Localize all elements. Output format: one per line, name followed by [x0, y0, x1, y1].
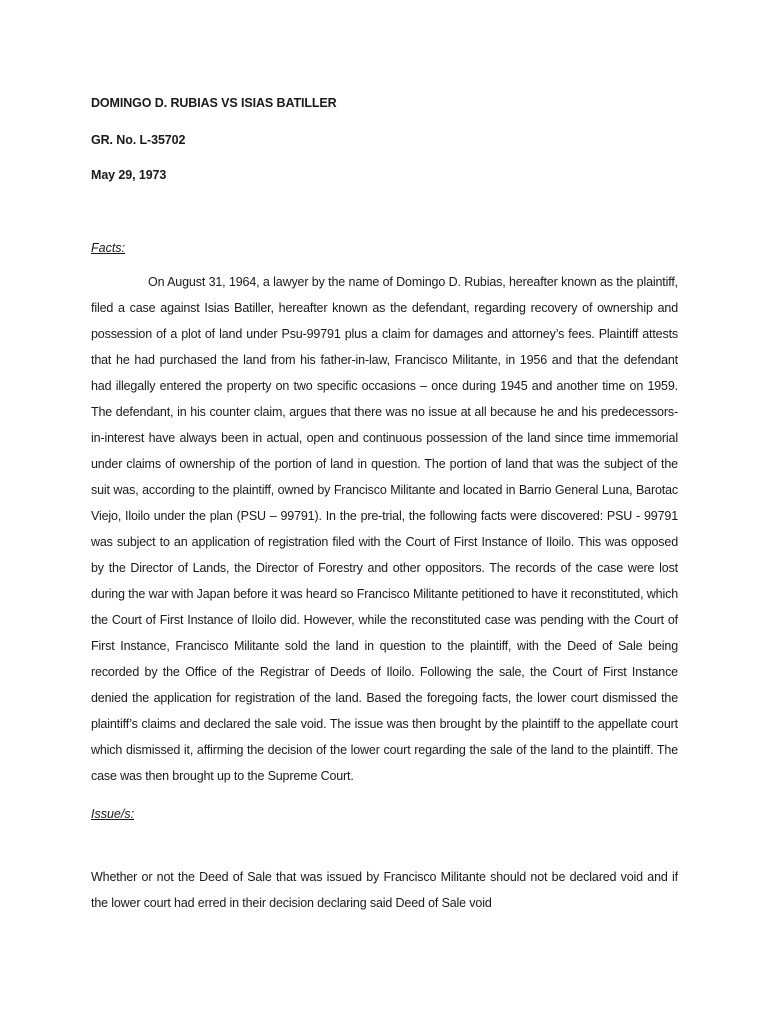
case-title: DOMINGO D. RUBIAS VS ISIAS BATILLER — [91, 96, 337, 110]
issues-heading: Issue/s: — [91, 807, 135, 821]
facts-heading: Facts: — [91, 241, 126, 255]
issues-paragraph: Whether or not the Deed of Sale that was issued by Francisco Militante should not be declared void and if the lower court had erred in their decision declaring said Deed of Sale void — [91, 870, 678, 910]
case-date: May 29, 1973 — [91, 168, 167, 182]
facts-paragraph: On August 31, 1964, a lawyer by the name of Domingo D. Rubias, hereafter known as the plaintiff, filed a case against Isias Batiller, hereafter known as the defendant, regarding recovery of ownership and possession of a plot of land under Psu-99791 plus a claim for damages and attorney’s fees. Plaintiff attests that he had purchased the land from his father-in-law, Francisco Militante, in 1956 and that the defendant had illegally entered the property on two specific occasions – once during 1945 and another time on 1959. The defendant, in his counter claim, argues that there was no issue at all because he and his predecessors-in-interest have always been in actual, open and continuous possession of the land since time immemorial under claims of ownership of the portion of land in question. The portion of land that was the subject of the suit was, according to the plaintiff, owned by Francisco Militante and located in Barrio General Luna, Barotac Viejo, Iloilo under the plan (PSU – 99791). In the pre-trial, the following facts were discovered: PSU - 99791 was subject to an application of registration filed with the Court of First Instance of Iloilo. This was opposed by the Director of Lands, the Director of Forestry and other oppositors. The records of the case were lost during the war with Japan before it was heard so Francisco Militante petitioned to have it reconstituted, which the Court of First Instance of Iloilo did. However, while the reconstituted case was pending with the Court of First Instance, Francisco Militante sold the land in question to the plaintiff, with the Deed of Sale being recorded by the Office of the Registrar of Deeds of Iloilo. Following the sale, the Court of First Instance denied the application for registration of the land. Based the foregoing facts, the lower court dismissed the plaintiff’s claims and declared the sale void. The issue was then brought by the plaintiff to the appellate court which dismissed it, affirming the decision of the lower court regarding the sale of the land to the plaintiff. The case was then brought up to the Supreme Court. — [91, 275, 678, 783]
case-number: GR. No. L-35702 — [91, 133, 186, 147]
